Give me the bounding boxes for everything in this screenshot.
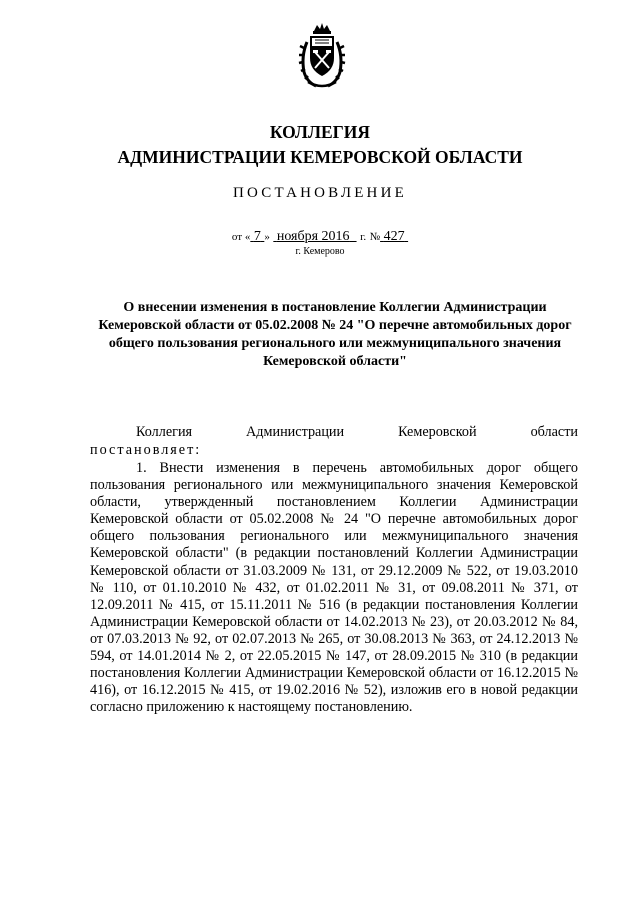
intro-paragraph xyxy=(90,424,578,441)
org-name-line2: АДМИНИСТРАЦИИ КЕМЕРОВСКОЙ ОБЛАСТИ xyxy=(117,147,523,167)
date-day: 7 xyxy=(253,229,261,244)
org-name-line1: КОЛЛЕГИЯ xyxy=(269,122,371,142)
document-type: ПОСТАНОВЛЕНИЕ xyxy=(233,185,407,201)
intro-text: Коллегия Администрации Кемеровской области xyxy=(136,424,578,440)
date-month-year: ноября 2016 xyxy=(276,229,350,244)
doc-number: 427 xyxy=(383,229,405,244)
resolves-text: постановляет: xyxy=(90,442,202,458)
date-prefix: от « xyxy=(231,231,251,243)
document-dateline xyxy=(0,229,640,245)
kemerovo-coat-of-arms-icon xyxy=(298,22,346,90)
date-year-suffix: г. xyxy=(360,231,367,243)
issue-city: г. Кемерово xyxy=(295,246,345,257)
doc-number-label: № xyxy=(369,231,381,243)
document-title: О внесении изменения в постановление Коллегии Администрации Кемеровской области от 05.02.2008 № 24 "О перечне автомобильных дорог общего пользования регионального или межмуниципального значения Кемеровской области" xyxy=(98,300,572,369)
item-1-paragraph: 1. Внести изменения в перечень автомобильных дорог общего пользования регионального или межмуниципального значения Кемеровской области, утвержденный постановлением Коллегии Администрации Кемеровской области от 05.02.2008 № 24 "О перечне автомобильных дорог общего пользования регионального или межмуниципального значения Кемеровской области" (в редакции постановлений Коллегии Администрации Кемеровской области от 31.03.2009 № 131, от 29.12.2009 № 522, от 19.03.2010 № 110, от 01.10.2010 № 432, от 01.02.2011 № 31, от 09.08.2011 № 371, от 12.09.2011 № 415, от 15.11.2011 № 516 (в редакции постановления Коллегии Администрации Кемеровской области от 14.02.2013 № 23), от 20.03.2012 № 84, от 07.03.2013 № 92, от 02.07.2013 № 265, от 30.08.2013 № 363, от 24.12.2013 № 594, от 14.01.2014 № 2, от 22.05.2015 № 147, от 28.09.2015 № 310 (в редакции постановления Коллегии Администрации Кемеровской области от 16.12.2015 № 416), от 16.12.2015 № 415, от 19.02.2016 № 52), изложив его в новой редакции согласно приложению к настоящему постановлению. xyxy=(90,460,578,716)
date-day-close: » xyxy=(264,231,270,243)
